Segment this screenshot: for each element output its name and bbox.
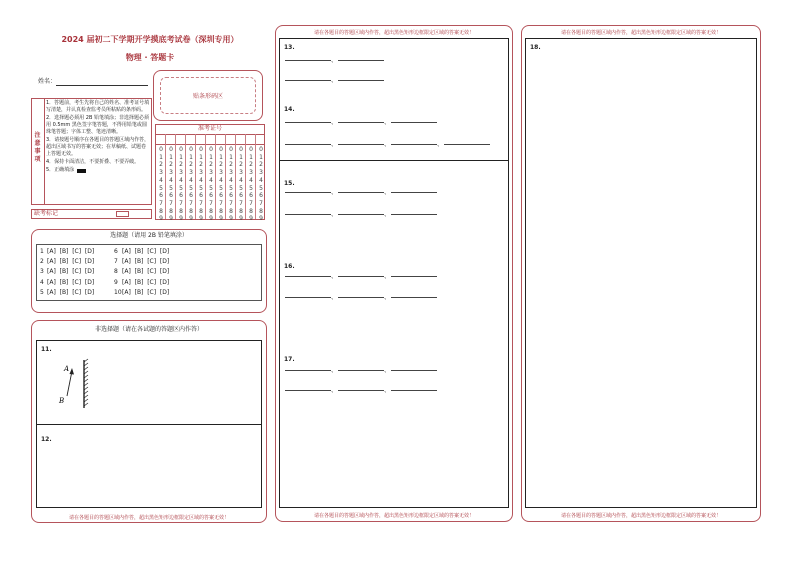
notes-list bbox=[46, 100, 150, 174]
admission-digit-bubble[interactable]: 4 bbox=[199, 176, 203, 184]
choice-option-bubbles[interactable]: [A] [B] [C] [D] bbox=[122, 288, 170, 296]
notes-item: 1．答题前，考生先将自己的姓名、准考证号填写清楚，并认真检查监考员所粘贴的条形码。 bbox=[46, 100, 150, 113]
admission-digit-bubble[interactable]: 0 bbox=[159, 146, 163, 153]
admission-digit-bubble[interactable]: 9 bbox=[249, 215, 253, 223]
admission-digit-bubble[interactable]: 3 bbox=[229, 169, 233, 177]
admission-digit-bubble[interactable]: 1 bbox=[189, 153, 193, 161]
answer-blank[interactable] bbox=[338, 390, 384, 391]
admission-digit-bubble[interactable]: 4 bbox=[259, 176, 263, 184]
answer-blank[interactable] bbox=[338, 122, 384, 123]
admission-digit-bubble[interactable]: 9 bbox=[209, 215, 213, 223]
admission-digit-bubble[interactable]: 6 bbox=[169, 192, 173, 200]
blank-separator: 、 bbox=[331, 141, 338, 148]
admission-digit-bubble[interactable]: 7 bbox=[169, 199, 173, 207]
admission-digit-bubble[interactable]: 0 bbox=[229, 146, 233, 153]
blank-separator: 、 bbox=[384, 211, 391, 218]
blank-separator: 、 bbox=[331, 387, 338, 394]
object-arrow-head bbox=[70, 368, 75, 375]
admission-number-title: 准考证号 bbox=[197, 125, 222, 132]
admission-digit-bubble[interactable]: 2 bbox=[179, 161, 183, 169]
admission-digit-bubble[interactable]: 0 bbox=[189, 146, 193, 153]
answer-blank[interactable] bbox=[391, 144, 437, 145]
answer-frame-18[interactable] bbox=[525, 38, 757, 508]
answer-blank[interactable] bbox=[285, 370, 331, 371]
admission-digit-bubble[interactable]: 5 bbox=[189, 184, 193, 192]
admission-digit-bubble[interactable]: 9 bbox=[239, 215, 243, 223]
answer-blank[interactable] bbox=[338, 370, 384, 371]
answer-blank[interactable] bbox=[391, 122, 437, 123]
answer-blank[interactable] bbox=[338, 214, 384, 215]
choice-option-bubbles[interactable]: [A] [B] [C] [D] bbox=[122, 278, 170, 286]
admission-digit-bubble[interactable]: 4 bbox=[169, 176, 173, 184]
answer-blank[interactable] bbox=[338, 144, 384, 145]
admission-digit-bubble[interactable]: 2 bbox=[249, 161, 253, 169]
admission-digit-bubble[interactable]: 9 bbox=[229, 215, 233, 223]
question-18-label: 18. bbox=[530, 44, 541, 51]
choice-option-bubbles[interactable]: [A] [B] [C] [D] bbox=[47, 268, 95, 276]
answer-blank[interactable] bbox=[444, 144, 490, 145]
admission-digit-bubble[interactable]: 6 bbox=[159, 192, 163, 200]
q11-q12-divider bbox=[36, 424, 262, 425]
admission-digit-bubble[interactable]: 3 bbox=[249, 169, 253, 177]
q13-14-block-divider bbox=[279, 160, 509, 161]
admission-digit-bubble[interactable]: 0 bbox=[199, 146, 203, 153]
admission-digit-bubble[interactable]: 9 bbox=[259, 215, 263, 223]
admission-digit-bubble[interactable]: 3 bbox=[219, 169, 223, 177]
admission-digit-bubble[interactable]: 5 bbox=[159, 184, 163, 192]
admission-digit-bubble[interactable]: 9 bbox=[189, 215, 193, 223]
choice-question-number: 4 bbox=[40, 278, 44, 286]
admission-digit-bubble[interactable]: 8 bbox=[259, 207, 263, 215]
admission-digit-bubble[interactable]: 1 bbox=[169, 153, 173, 161]
admission-digit-bubble[interactable]: 5 bbox=[219, 184, 223, 192]
notes-item: 2．选择题必须用 2B 铅笔填涂；非选择题必须用 0.5mm 黑色签字笔答题，不得用铅笔或圆珠笔答题；字体工整、笔迹清晰。 bbox=[46, 115, 149, 135]
admission-digit-bubble[interactable]: 2 bbox=[209, 161, 213, 169]
choice-question-number: 10 bbox=[114, 288, 122, 296]
admission-digit-bubble[interactable]: 7 bbox=[199, 199, 203, 207]
admission-digit-bubble[interactable]: 5 bbox=[179, 184, 183, 192]
question-11-label: 11. bbox=[41, 346, 52, 353]
admission-digit-bubble[interactable]: 1 bbox=[159, 153, 163, 161]
choice-option-bubbles[interactable]: [A] [B] [C] [D] bbox=[122, 258, 170, 266]
notes-title-divider bbox=[44, 98, 45, 205]
page-title: 2024 届初二下学期开学摸底考试卷（深圳专用） bbox=[61, 35, 239, 44]
warning-text-col3-top: 请在各题目的答题区域内作答，超出黑色矩形边框限定区域的答案无效！ bbox=[560, 30, 721, 36]
warning-text-col1-bottom: 请在各题目的答题区域内作答，超出黑色矩形边框限定区域的答案无效！ bbox=[68, 515, 229, 521]
filled-bubble-sample bbox=[77, 169, 86, 173]
blank-separator: 、 bbox=[331, 119, 338, 126]
choice-question-number: 9 bbox=[114, 278, 118, 286]
admission-digit-bubble[interactable]: 9 bbox=[219, 215, 223, 223]
answer-blank[interactable] bbox=[338, 276, 384, 277]
admission-digit-bubble[interactable]: 1 bbox=[179, 153, 183, 161]
answer-blank[interactable] bbox=[285, 144, 331, 145]
name-field[interactable] bbox=[56, 85, 148, 86]
page-subtitle: 物理 · 答题卡 bbox=[125, 53, 175, 62]
blank-separator: 、 bbox=[437, 141, 444, 148]
answer-blank[interactable] bbox=[391, 297, 437, 298]
admission-digit-bubble[interactable]: 7 bbox=[219, 199, 223, 207]
admission-digit-bubble[interactable]: 7 bbox=[159, 199, 163, 207]
answer-blank[interactable] bbox=[391, 370, 437, 371]
admission-digit-bubble[interactable]: 0 bbox=[259, 146, 263, 153]
admission-digit-bubble[interactable]: 8 bbox=[229, 207, 233, 215]
admission-digit-bubble[interactable]: 2 bbox=[159, 161, 163, 169]
admission-digit-bubble[interactable]: 2 bbox=[169, 161, 173, 169]
nonchoice-title: 非选择题（请在各试题的答题区内作答） bbox=[94, 326, 203, 333]
blank-separator: 、 bbox=[331, 211, 338, 218]
point-b-label: B bbox=[59, 397, 65, 405]
admission-digit-bubble[interactable]: 3 bbox=[209, 169, 213, 177]
admission-digit-bubble[interactable]: 0 bbox=[169, 146, 173, 153]
admission-digit-bubble[interactable]: 6 bbox=[179, 192, 183, 200]
choice-option-bubbles[interactable]: [A] [B] [C] [D] bbox=[47, 248, 95, 255]
admission-digit-bubble[interactable]: 0 bbox=[239, 146, 243, 153]
admission-digit-bubble[interactable]: 4 bbox=[229, 176, 233, 184]
admission-number-header-line bbox=[155, 134, 265, 135]
blank-separator: 、 bbox=[384, 119, 391, 126]
admission-digit-bubble[interactable]: 1 bbox=[199, 153, 203, 161]
choice-question-number: 8 bbox=[114, 268, 118, 276]
question-16-label: 16. bbox=[284, 263, 295, 270]
choice-question-number: 7 bbox=[114, 258, 118, 266]
admission-digit-bubble[interactable]: 8 bbox=[189, 207, 193, 215]
admission-digit-bubble[interactable]: 5 bbox=[229, 184, 233, 192]
answer-blank[interactable] bbox=[338, 60, 384, 61]
blank-separator: 、 bbox=[384, 141, 391, 148]
blank-separator: 、 bbox=[384, 367, 391, 374]
admission-digit-bubble[interactable]: 2 bbox=[199, 161, 203, 169]
admission-digit-bubble[interactable]: 1 bbox=[249, 153, 253, 161]
blank-separator: 、 bbox=[331, 77, 338, 84]
admission-digit-bubble[interactable]: 1 bbox=[239, 153, 243, 161]
admission-digit-bubble[interactable]: 3 bbox=[169, 169, 173, 177]
warning-text-col2-bottom: 请在各题目的答题区域内作答，超出黑色矩形边框限定区域的答案无效！ bbox=[313, 513, 474, 519]
choice-title: 选择题（请用 2B 铅笔填涂） bbox=[110, 232, 188, 239]
answer-blank[interactable] bbox=[285, 276, 331, 277]
admission-digit-bubble[interactable]: 6 bbox=[209, 192, 213, 200]
admission-digit-bubble[interactable]: 4 bbox=[249, 176, 253, 184]
blank-separator: 、 bbox=[331, 273, 338, 280]
answer-blank[interactable] bbox=[338, 80, 384, 81]
question-15-label: 15. bbox=[284, 180, 295, 187]
question-13-label: 13. bbox=[284, 44, 295, 51]
answer-frame-13-17[interactable] bbox=[279, 38, 509, 508]
admission-digit-bubble[interactable]: 6 bbox=[239, 192, 243, 200]
admission-digit-bubble[interactable]: 6 bbox=[229, 192, 233, 200]
answer-blank[interactable] bbox=[391, 192, 437, 193]
point-a-label: A bbox=[64, 365, 70, 373]
admission-digit-bubble[interactable]: 4 bbox=[219, 176, 223, 184]
notes-title: 注意事项 bbox=[34, 132, 41, 163]
blank-separator: 、 bbox=[331, 367, 338, 374]
admission-digit-bubble[interactable]: 4 bbox=[239, 176, 243, 184]
admission-digit-bubble[interactable]: 6 bbox=[249, 192, 253, 200]
admission-digit-bubble[interactable]: 7 bbox=[249, 199, 253, 207]
admission-digit-bubble[interactable]: 3 bbox=[199, 169, 203, 177]
admission-digit-bubble[interactable]: 5 bbox=[169, 184, 173, 192]
choice-question-number: 6 bbox=[114, 248, 118, 255]
notes-item: 5．正确填涂 bbox=[46, 167, 75, 173]
barcode-label: 贴条形码区 bbox=[192, 93, 223, 100]
choice-option-bubbles[interactable]: [A] [B] [C] [D] bbox=[122, 268, 170, 276]
object-arrow-shaft bbox=[67, 371, 72, 396]
choice-option-bubbles[interactable]: [A] [B] [C] [D] bbox=[47, 258, 95, 266]
admission-digit-bubble[interactable]: 0 bbox=[219, 146, 223, 153]
answer-blank[interactable] bbox=[391, 214, 437, 215]
blank-separator: 、 bbox=[384, 387, 391, 394]
choice-question-number: 2 bbox=[40, 258, 44, 266]
admission-digit-bubble[interactable]: 1 bbox=[229, 153, 233, 161]
admission-digit-bubble[interactable]: 9 bbox=[159, 215, 163, 223]
notes-item: 4．保持卡面清洁，不要折叠、不要弄破。 bbox=[46, 159, 140, 165]
admission-digit-bubble[interactable]: 1 bbox=[209, 153, 213, 161]
choice-question-number: 1 bbox=[40, 248, 44, 255]
admission-digit-bubble[interactable]: 7 bbox=[239, 199, 243, 207]
absent-mark-checkbox[interactable] bbox=[116, 211, 129, 217]
blank-separator: 、 bbox=[384, 189, 391, 196]
admission-digit-bubble[interactable]: 1 bbox=[219, 153, 223, 161]
absent-mark-label: 缺考标记 bbox=[34, 210, 59, 217]
admission-digit-bubble[interactable]: 5 bbox=[259, 184, 263, 192]
answer-blank[interactable] bbox=[285, 192, 331, 193]
answer-blank[interactable] bbox=[285, 297, 331, 298]
admission-digit-bubble[interactable]: 2 bbox=[219, 161, 223, 169]
admission-digit-bubble[interactable]: 4 bbox=[209, 176, 213, 184]
question-12-label: 12. bbox=[41, 436, 52, 443]
mirror-ray-figure bbox=[56, 356, 96, 412]
name-label: 姓名： bbox=[38, 78, 57, 85]
admission-digit-bubble[interactable]: 9 bbox=[199, 215, 203, 223]
answer-blank[interactable] bbox=[285, 390, 331, 391]
admission-digit-bubble[interactable]: 2 bbox=[239, 161, 243, 169]
admission-digit-bubble[interactable]: 8 bbox=[169, 207, 173, 215]
admission-digit-bubble[interactable]: 8 bbox=[209, 207, 213, 215]
choice-option-bubbles[interactable]: [A] [B] [C] [D] bbox=[47, 288, 95, 296]
choice-option-bubbles[interactable]: [A] [B] [C] [D] bbox=[47, 278, 95, 286]
admission-digit-bubble[interactable]: 0 bbox=[179, 146, 183, 153]
admission-digit-bubble[interactable]: 8 bbox=[249, 207, 253, 215]
answer-blank[interactable] bbox=[338, 192, 384, 193]
admission-digit-bubble[interactable]: 5 bbox=[239, 184, 243, 192]
admission-digit-bubble[interactable]: 2 bbox=[189, 161, 193, 169]
admission-digit-bubble[interactable]: 7 bbox=[179, 199, 183, 207]
admission-digit-bubble[interactable]: 4 bbox=[159, 176, 163, 184]
answer-blank[interactable] bbox=[285, 60, 331, 61]
blank-separator: 、 bbox=[384, 273, 391, 280]
admission-digit-bubble[interactable]: 8 bbox=[159, 207, 163, 215]
answer-blank[interactable] bbox=[285, 122, 331, 123]
choice-option-bubbles[interactable]: [A] [B] [C] [D] bbox=[122, 248, 170, 255]
admission-digit-bubble[interactable]: 1 bbox=[259, 153, 263, 161]
admission-digit-bubble[interactable]: 0 bbox=[209, 146, 213, 153]
admission-digit-bubble[interactable]: 3 bbox=[159, 169, 163, 177]
question-17-label: 17. bbox=[284, 356, 295, 363]
warning-text-col2-top: 请在各题目的答题区域内作答，超出黑色矩形边框限定区域的答案无效！ bbox=[313, 30, 474, 36]
admission-digit-bubble[interactable]: 5 bbox=[209, 184, 213, 192]
admission-digit-bubble[interactable]: 9 bbox=[179, 215, 183, 223]
admission-digit-bubble[interactable]: 7 bbox=[189, 199, 193, 207]
admission-digit-bubble[interactable]: 9 bbox=[169, 215, 173, 223]
admission-digit-bubble[interactable]: 0 bbox=[249, 146, 253, 153]
admission-digit-bubble[interactable]: 4 bbox=[179, 176, 183, 184]
choice-question-number: 3 bbox=[40, 268, 44, 276]
answer-blank[interactable] bbox=[285, 214, 331, 215]
admission-digit-bubble[interactable]: 5 bbox=[249, 184, 253, 192]
question-14-label: 14. bbox=[284, 106, 295, 113]
warning-text-col3-bottom: 请在各题目的答题区域内作答，超出黑色矩形边框限定区域的答案无效！ bbox=[560, 513, 721, 519]
admission-digit-bubble[interactable]: 6 bbox=[259, 192, 263, 200]
blank-separator: 、 bbox=[331, 189, 338, 196]
answer-blank[interactable] bbox=[391, 390, 437, 391]
admission-digit-bubble[interactable]: 2 bbox=[259, 161, 263, 169]
admission-digit-bubble[interactable]: 2 bbox=[229, 161, 233, 169]
blank-separator: 、 bbox=[331, 57, 338, 64]
admission-digit-column[interactable] bbox=[256, 146, 266, 223]
admission-number-write-line bbox=[155, 144, 265, 145]
admission-digit-bubble[interactable]: 7 bbox=[209, 199, 213, 207]
blank-separator: 、 bbox=[331, 294, 338, 301]
choice-question-number: 5 bbox=[40, 288, 44, 296]
admission-digit-bubble[interactable]: 8 bbox=[199, 207, 203, 215]
admission-digit-bubble[interactable]: 4 bbox=[189, 176, 193, 184]
admission-digit-bubble[interactable]: 3 bbox=[189, 169, 193, 177]
admission-digit-bubble[interactable]: 8 bbox=[239, 207, 243, 215]
admission-digit-bubble[interactable]: 8 bbox=[179, 207, 183, 215]
admission-digit-bubble[interactable]: 7 bbox=[229, 199, 233, 207]
admission-digit-bubble[interactable]: 7 bbox=[259, 199, 263, 207]
admission-digit-bubble[interactable]: 5 bbox=[199, 184, 203, 192]
notes-item: 3．请按题号顺序在各题目的答题区域内作答，超出区域书写的答案无效；在草稿纸、试题卷上答题无效。 bbox=[46, 137, 150, 157]
answer-blank[interactable] bbox=[338, 297, 384, 298]
answer-blank[interactable] bbox=[285, 80, 331, 81]
admission-digit-bubble[interactable]: 3 bbox=[239, 169, 243, 177]
admission-digit-bubble[interactable]: 6 bbox=[199, 192, 203, 200]
blank-separator: 、 bbox=[384, 294, 391, 301]
admission-digit-bubble[interactable]: 3 bbox=[179, 169, 183, 177]
answer-blank[interactable] bbox=[391, 276, 437, 277]
admission-digit-bubble[interactable]: 6 bbox=[189, 192, 193, 200]
admission-digit-bubble[interactable]: 3 bbox=[259, 169, 263, 177]
admission-digit-bubble[interactable]: 6 bbox=[219, 192, 223, 200]
admission-digit-bubble[interactable]: 8 bbox=[219, 207, 223, 215]
